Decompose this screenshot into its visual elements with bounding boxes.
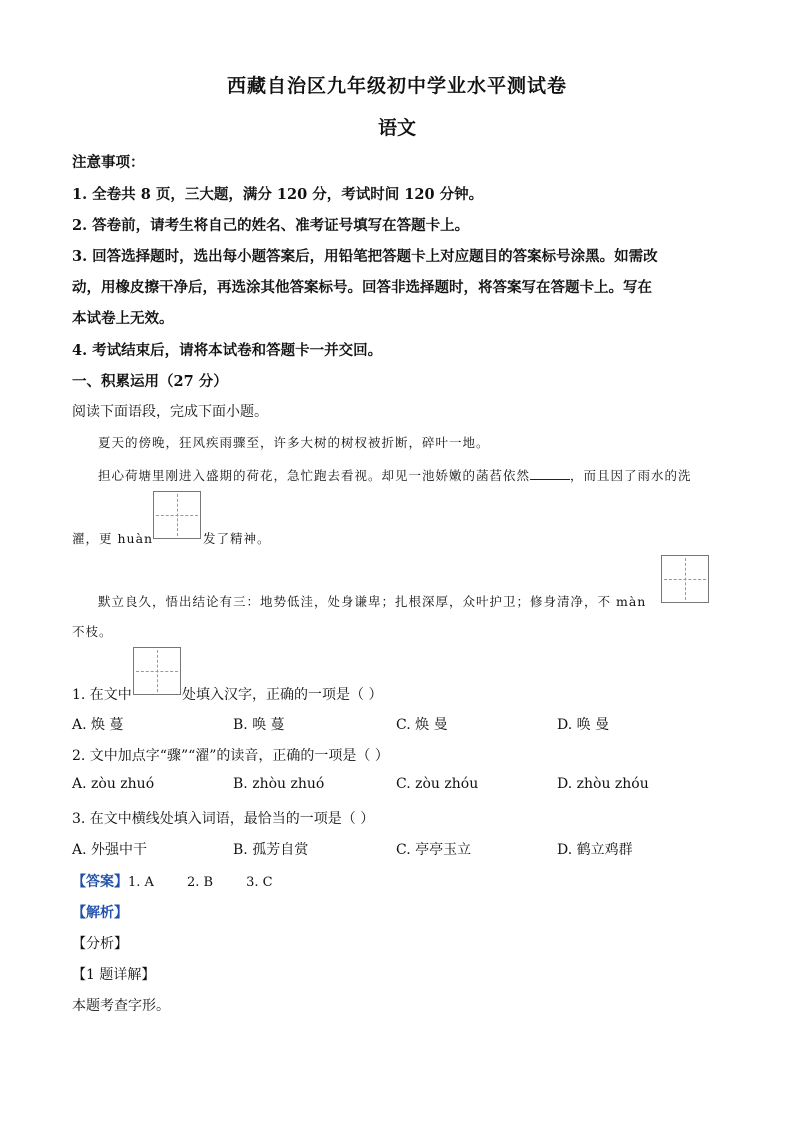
passage-paragraph-5: 不枝。 xyxy=(72,624,113,639)
passage-paragraph-3-text-a: 濯，更 huàn xyxy=(72,531,154,546)
q1-option-a[interactable]: A. 焕 蔓 xyxy=(72,717,124,733)
tianzige-box-huan xyxy=(153,491,201,539)
answer-label: 【答案】 xyxy=(72,874,128,890)
q3-option-a[interactable]: A. 外强中干 xyxy=(72,842,148,858)
notice-heading: 注意事项： xyxy=(72,154,145,171)
reading-instruction: 阅读下面语段，完成下面小题。 xyxy=(72,404,268,420)
question-2-stem: 2. 文中加点字“骤”“濯”的读音，正确的一项是（ ） xyxy=(72,748,389,764)
q1-option-d[interactable]: D. 唤 曼 xyxy=(557,717,610,733)
notice-item-2: 2. 答卷前，请考生将自己的姓名、准考证号填写在答题卡上。 xyxy=(72,217,470,234)
detail-1-label: 【1 题详解】 xyxy=(72,967,156,983)
q3-option-c[interactable]: C. 亭亭玉立 xyxy=(396,842,472,858)
q1-option-b[interactable]: B. 唤 蔓 xyxy=(233,717,285,733)
notice-item-3-line-3: 本试卷上无效。 xyxy=(72,310,174,327)
fenxi-label: 【分析】 xyxy=(72,936,128,952)
question-1-stem-b: 处填入汉字，正确的一项是（ ） xyxy=(182,687,383,703)
q3-option-b[interactable]: B. 孤芳自赏 xyxy=(233,842,309,858)
tianzige-box-man xyxy=(661,555,709,603)
passage-text: ，而且因了雨水的洗 xyxy=(570,468,692,483)
q2-option-b[interactable]: B. zhòu zhuó xyxy=(233,776,325,792)
passage-paragraph-4: 默立良久，悟出结论有三：地势低洼，处身谦卑；扎根深厚，众叶护卫；修身清净，不 màn xyxy=(98,594,647,609)
passage-text: 担心荷塘里刚进入盛期的荷花，急忙跑去看视。却见一池娇嫩的菡萏依然 xyxy=(98,468,531,483)
detail-1-text: 本题考查字形。 xyxy=(72,998,170,1014)
q2-option-a[interactable]: A. zòu zhuó xyxy=(72,776,155,792)
question-1-stem-a: 1. 在文中 xyxy=(72,687,132,703)
fill-blank-line xyxy=(530,467,570,480)
passage-paragraph-1: 夏天的傍晚，狂风疾雨骤至，许多大树的树杈被折断，碎叶一地。 xyxy=(98,435,490,450)
section-heading: 一、积累运用（27 分） xyxy=(72,373,228,390)
q3-option-d[interactable]: D. 鹤立鸡群 xyxy=(557,842,633,858)
notice-item-4: 4. 考试结束后，请将本试卷和答题卡一并交回。 xyxy=(72,342,383,359)
q1-option-c[interactable]: C. 焕 曼 xyxy=(396,717,448,733)
q2-option-d[interactable]: D. zhòu zhóu xyxy=(557,776,649,792)
answer-line xyxy=(72,871,273,891)
answer-text: 1. A 2. B 3. C xyxy=(128,875,273,890)
notice-item-1: 1. 全卷共 8 页，三大题，满分 120 分，考试时间 120 分钟。 xyxy=(72,186,484,203)
passage-paragraph-3-text-b: 发了精神。 xyxy=(203,531,271,546)
notice-item-3-line-1: 3. 回答选择题时，选出每小题答案后，用铅笔把答题卡上对应题目的答案标号涂黑。如需改 xyxy=(72,248,658,265)
notice-item-3-line-2: 动，用橡皮擦干净后，再选涂其他答案标号。回答非选择题时，将答案写在答题卡上。写在 xyxy=(72,279,652,296)
subject-title: 语文 xyxy=(377,117,416,139)
q2-option-c[interactable]: C. zòu zhóu xyxy=(396,776,479,792)
analysis-label: 【解析】 xyxy=(72,905,128,921)
tianzige-box-q1 xyxy=(133,647,181,695)
question-3-stem: 3. 在文中横线处填入词语，最恰当的一项是（ ） xyxy=(72,811,375,827)
exam-title: 西藏自治区九年级初中学业水平测试卷 xyxy=(226,75,567,97)
passage-paragraph-2 xyxy=(98,466,692,484)
